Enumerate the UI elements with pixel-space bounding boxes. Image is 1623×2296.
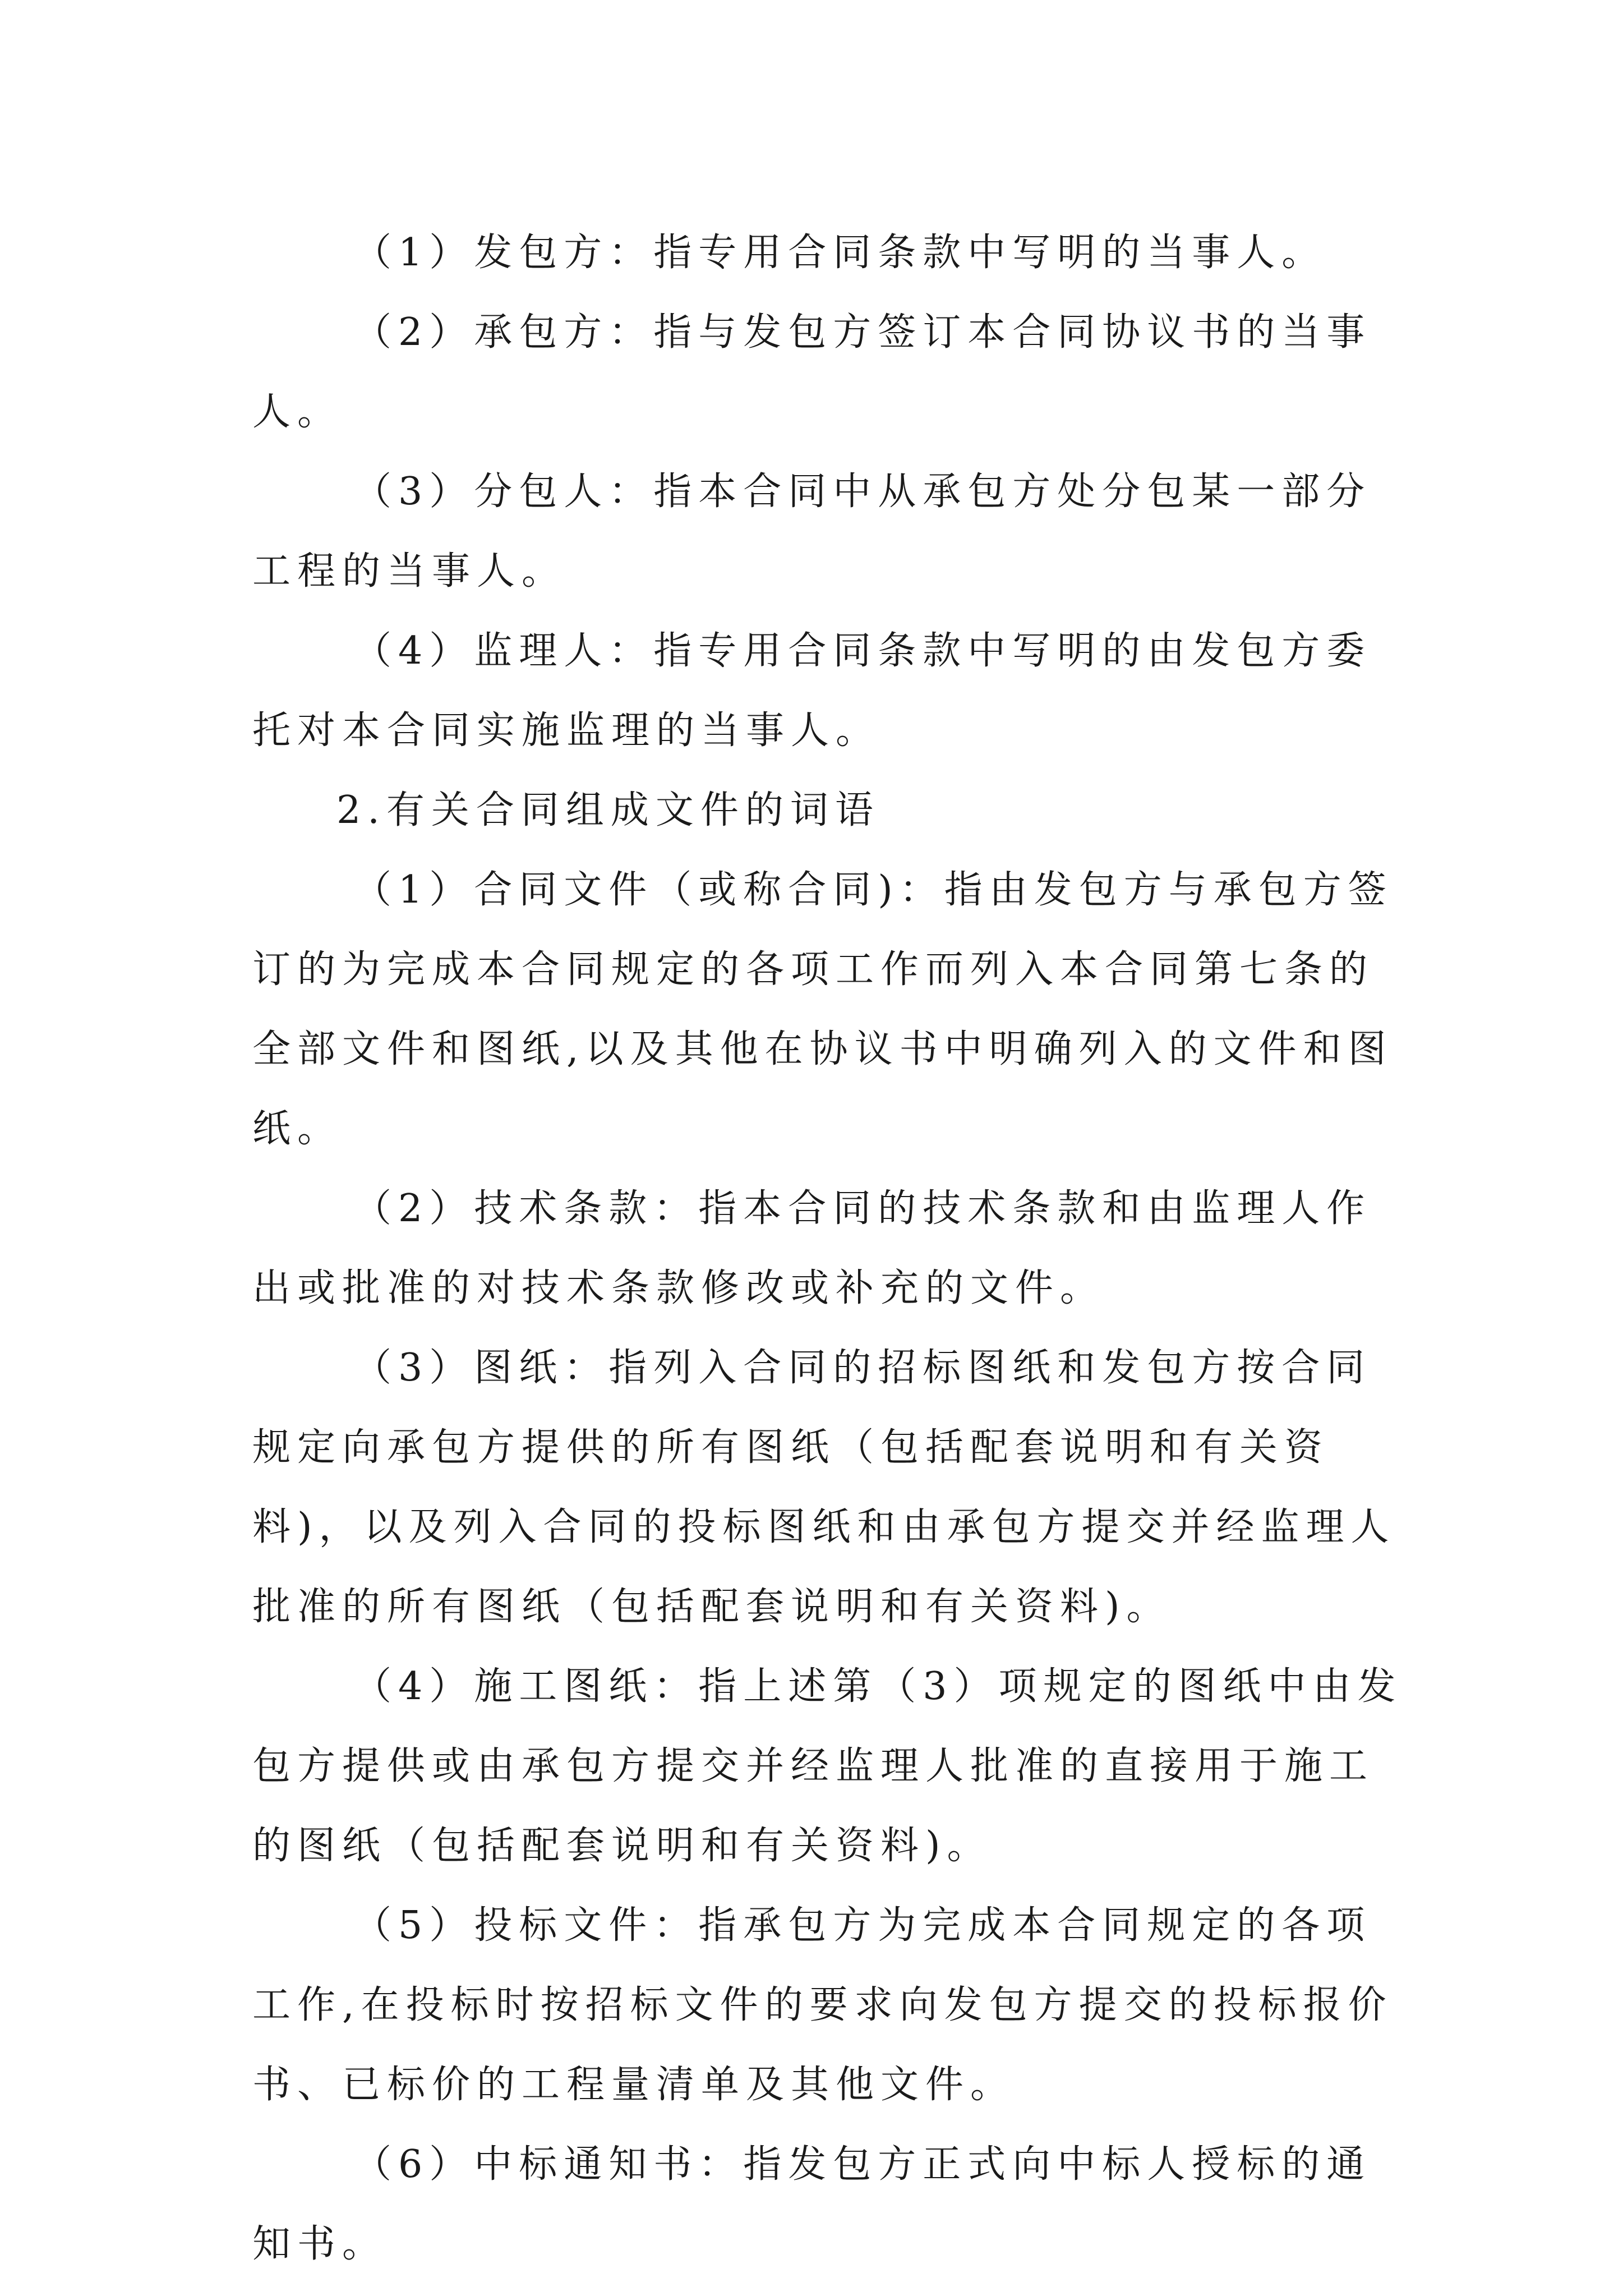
definition-bid-documents: （5）投标文件：指承包方为完成本合同规定的各项工作,在投标时按招标文件的要求向发包方提交的投标报价书、已标价的工程量清单及其他文件。 [252,1903,1393,2107]
definition-subcontractor: （3）分包人：指本合同中从承包方处分包某一部分工程的当事人。 [252,470,1372,593]
definition-contractor: （2）承包方：指与发包方签订本合同协议书的当事人。 [252,310,1372,434]
definition-drawings: （3）图纸：指列入合同的招标图纸和发包方按合同规定向承包方提供的所有图纸（包括配套说明和有关资料)，以及列入合同的投标图纸和由承包方提交并经监理人批准的所有图纸（包括配套说明和有关资料)。 [252,1346,1396,1629]
section-heading-contract-documents: 2.有关合同组成文件的词语 [336,788,880,832]
document-body [252,213,1408,2284]
definition-contract-documents: （1）合同文件（或称合同)：指由发包方与承包方签订的为完成本合同规定的各项工作而列入本合同第七条的全部文件和图纸,以及其他在协议书中明确列入的文件和图纸。 [252,868,1393,1151]
definition-construction-drawings: （4）施工图纸：指上述第（3）项规定的图纸中由发包方提供或由承包方提交并经监理人批准的直接用于施工的图纸（包括配套说明和有关资料)。 [252,1664,1403,1868]
definition-technical-terms: （2）技术条款：指本合同的技术条款和由监理人作出或批准的对技术条款修改或补充的文件。 [252,1186,1372,1310]
definition-award-notice: （6）中标通知书：指发包方正式向中标人授标的通知书。 [252,2142,1372,2266]
definition-employer: （1）发包方：指专用合同条款中写明的当事人。 [353,231,1327,275]
definition-supervisor: （4）监理人：指专用合同条款中写明的由发包方委托对本合同实施监理的当事人。 [252,629,1372,753]
